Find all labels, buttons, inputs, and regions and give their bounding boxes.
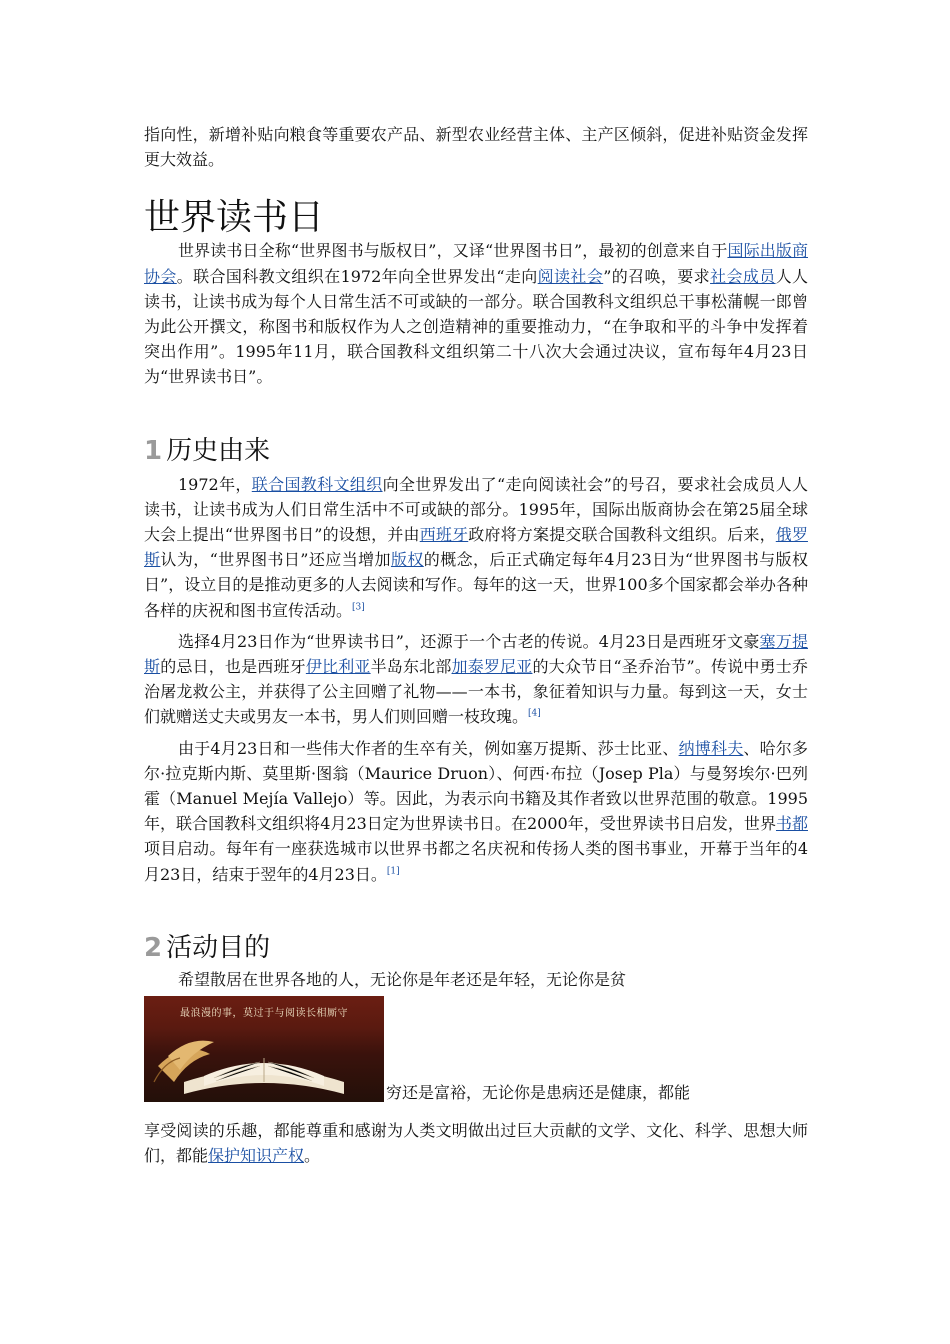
link-spain[interactable]: 西班牙: [419, 525, 469, 545]
link-catalonia[interactable]: 加泰罗尼亚: [451, 657, 533, 677]
link-unesco[interactable]: 联合国教科文组织: [251, 474, 383, 494]
section-number: 2: [144, 932, 163, 963]
purpose-line-3: 享受阅读的乐趣，都能尊重和感谢为人类文明做出过巨大贡献的文学、文化、科学、思想大师们，都能: [144, 1121, 808, 1166]
text: 的忌日，也是西班牙: [160, 657, 306, 677]
text: 的大众节日“圣乔治节”。传说中勇士乔治屠龙救公主，并获得了公主回赠了礼物——一本书，象征着知识与力量。每到这一天，女士们就赠送丈夫或男友一本书，男人们则回赠一枝玫瑰。: [144, 657, 808, 727]
link-cervantes[interactable]: 塞万提斯: [144, 631, 808, 677]
text: 选择4月23日作为“世界读书日”，还源于一个古老的传说。4月23日是西班牙文豪: [178, 631, 760, 651]
reference-4[interactable]: [4]: [528, 709, 541, 720]
purpose-end: 。: [304, 1146, 321, 1166]
link-international-publishers[interactable]: 国际出版商协会: [144, 241, 808, 286]
text: 由于4月23日和一些伟大作者的生卒有关，例如塞万提斯、莎士比亚、: [178, 738, 679, 758]
purpose-line-2: 穷还是富裕，无论你是患病还是健康，都能: [386, 1083, 691, 1103]
top-paragraph: 指向性，新增补贴向粮食等重要农产品、新型农业经营主体、主产区倾斜，促进补贴资金发挥更大效益。: [144, 125, 808, 170]
section-number: 1: [144, 435, 163, 466]
reference-1[interactable]: [1]: [386, 866, 400, 877]
link-book-capital[interactable]: 书都: [775, 814, 808, 834]
text: 向全世界发出了“走向阅读社会”的号召，要求社会成员人人读书，让读书成为人们日常生活中不可或缺的部分。1995年，国际出版商协会在第25届全球大会上提出“世界图书日”的设想，并由: [144, 474, 808, 545]
link-society-members[interactable]: 社会成员: [710, 266, 776, 286]
text: 项目启动。每年有一座获选城市以世界书都之名庆祝和传扬人类的图书事业，开幕于当年的4月23日，结束于翌年的4月23日。: [144, 839, 808, 884]
section-heading-history: [144, 434, 808, 468]
book-image: [144, 996, 384, 1102]
link-reading-society[interactable]: 阅读社会: [537, 266, 604, 286]
text: 、哈尔多尔·拉克斯内斯、莫里斯·图翁（Maurice Druon）、何西·布拉（Josep Pla）与曼努埃尔·巴列霍（Manuel Mejía Vallejo）等。因此，为表示向书籍及其作者致以世界范围的敬意。1995年，联合国教科文组织将4月23日定为世界读书日。在2000年，受世界读书日启发，世界: [144, 738, 808, 834]
text: 半岛东北部: [370, 657, 452, 677]
reference-3[interactable]: [3]: [352, 602, 365, 613]
purpose-line-1: 希望散居在世界各地的人，无论你是年老还是年轻，无论你是贫: [178, 969, 627, 989]
book-image-caption: 最浪漫的事，莫过于与阅读长相厮守: [180, 1008, 348, 1020]
text: 的概念，后正式确定每年4月23日为“世界图书与版权日”，设立目的是推动更多的人去阅读和写作。每年的这一天，世界100多个国家都会举办各种各样的庆祝和图书宣传活动。: [144, 550, 808, 620]
section-title: 活动目的: [166, 932, 271, 963]
history-paragraph-2: [144, 629, 808, 730]
page-title: 世界读书日: [144, 197, 325, 239]
intro-text-4: 人人读书，让读书成为每个人日常生活不可或缺的一部分。联合国教科文组织总干事松蒲幌一郎曾为此公开撰文，称图书和版权作为人之创造精神的重要推动力，“在争取和平的斗争中发挥着突出作用”。1995年11月，联合国教科文组织第二十八次大会通过决议，宣布每年4月23日为“世界读书日”。: [144, 266, 808, 387]
link-ip-protection[interactable]: 保护知识产权: [208, 1146, 305, 1166]
link-copyright[interactable]: 版权: [390, 550, 424, 570]
purpose-line-2-start: [384, 1084, 808, 1102]
intro-text-1: 世界读书日全称“世界图书与版权日”，又译“世界图书日”，最初的创意来自于: [178, 241, 728, 261]
history-paragraph-1: [144, 472, 808, 623]
section-heading-purpose: [144, 931, 808, 965]
intro-text-2: 。联合国科教文组织在1972年向全世界发出“走向: [176, 266, 538, 286]
text: 政府将方案提交联合国教科文组织。后来，: [468, 525, 776, 545]
text: 认为，“世界图书日”还应当增加: [160, 550, 391, 570]
purpose-paragraph: [144, 1118, 808, 1168]
link-iberia[interactable]: 伊比利亚: [305, 657, 371, 677]
history-paragraph-3: [144, 736, 808, 887]
purpose-image-line: [144, 996, 808, 1102]
intro-paragraph: [144, 238, 808, 389]
link-nabokov[interactable]: 纳博科夫: [678, 738, 744, 758]
document-page: [144, 122, 808, 1168]
open-book-illustration: [144, 996, 384, 1102]
intro-text-3: ”的召唤，要求: [603, 266, 711, 286]
section-title: 历史由来: [166, 435, 271, 466]
link-russia[interactable]: 俄罗斯: [144, 525, 808, 570]
text: 1972年，: [178, 474, 252, 494]
